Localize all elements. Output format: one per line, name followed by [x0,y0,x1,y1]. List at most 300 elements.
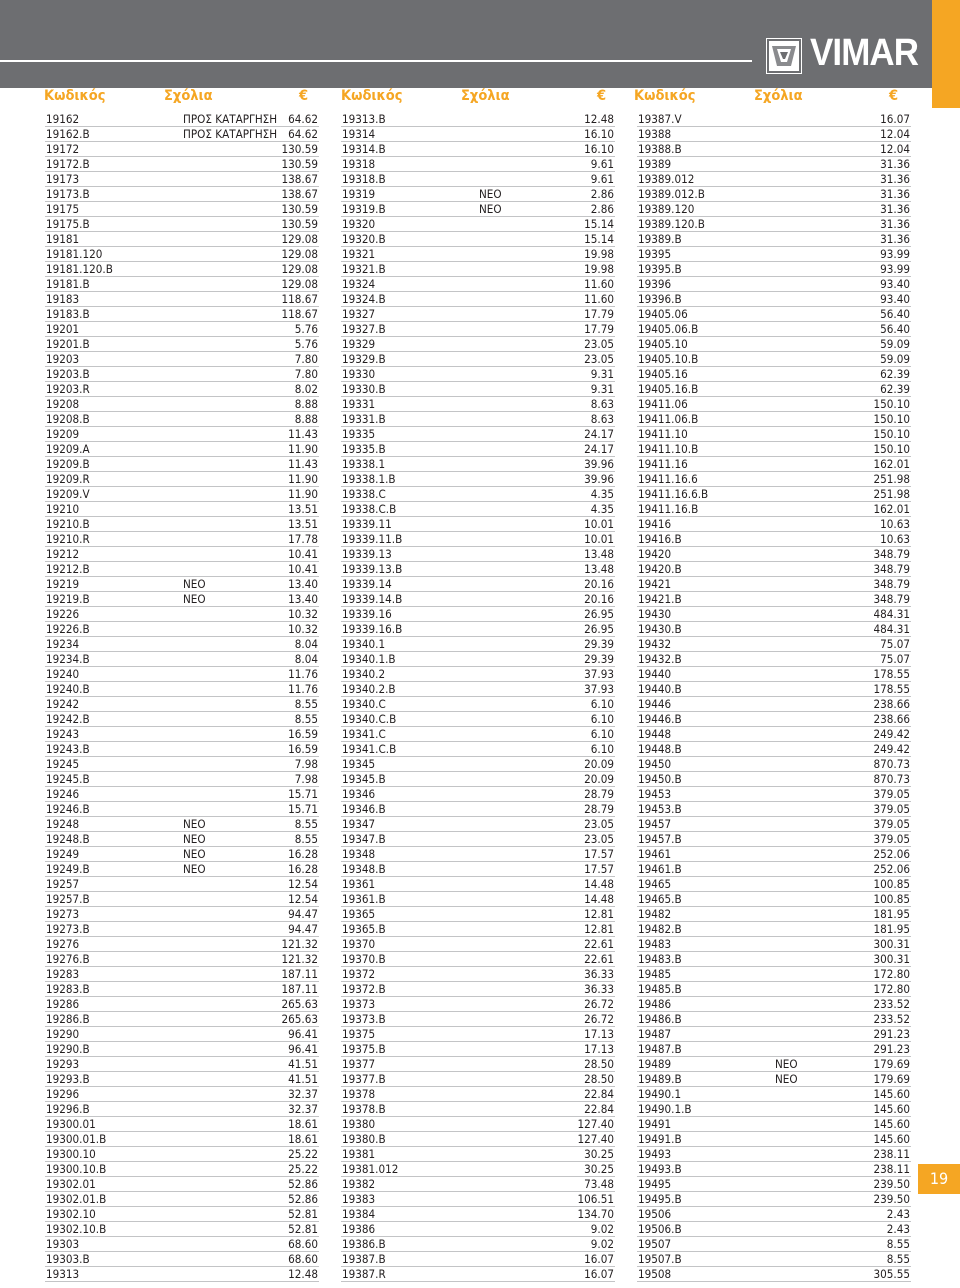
table-row [341,382,615,397]
table-row [637,697,911,712]
product-code: 19318 [342,157,376,171]
price-cell: 16.10 [584,142,614,156]
product-code: 19313 [46,1267,80,1281]
table-row [637,277,911,292]
product-code: 19212.B [46,562,90,576]
note-cell: ΝΕΟ [183,832,206,846]
table-row [341,472,615,487]
product-code: 19242 [46,697,80,711]
price-cell: 5.76 [294,337,318,351]
table-row [45,1102,319,1117]
page-number-tab: 19 [918,1164,960,1194]
price-cell: 19.98 [584,247,614,261]
table-row [637,622,911,637]
product-code: 19172.B [46,157,90,171]
price-cell: 16.07 [584,1267,614,1281]
product-code: 19240.B [46,682,90,696]
product-code: 19387.V [638,112,682,126]
price-cell: 20.16 [584,592,614,606]
table-row [45,652,319,667]
product-code: 19249 [46,847,80,861]
table-row [637,292,911,307]
product-code: 19457 [638,817,672,831]
table-row [637,952,911,967]
price-cell: 150.10 [873,427,910,441]
price-cell: 10.32 [288,622,318,636]
product-code: 19300.10 [46,1147,96,1161]
table-row [341,832,615,847]
price-cell: 870.73 [873,757,910,771]
table-row [341,247,615,262]
product-code: 19324.B [342,292,386,306]
table-row [45,202,319,217]
product-code: 19340.2.B [342,682,396,696]
table-row [637,1102,911,1117]
price-cell: 172.80 [873,967,910,981]
product-code: 19276.B [46,952,90,966]
product-code: 19340.C [342,697,386,711]
product-code: 19375 [342,1027,376,1041]
table-row [341,1087,615,1102]
price-cell: 10.01 [584,517,614,531]
product-code: 19181.120.B [46,262,113,276]
price-cell: 20.09 [584,772,614,786]
table-row [637,382,911,397]
table-row [45,247,319,262]
price-cell: 37.93 [584,682,614,696]
table-row [341,802,615,817]
table-row [341,622,615,637]
price-cell: 28.79 [584,802,614,816]
table-row [637,1177,911,1192]
table-row [45,307,319,322]
header-notes: Σχόλια [164,88,213,104]
price-cell: 29.39 [584,637,614,651]
price-cell: 249.42 [873,742,910,756]
product-code: 19209 [46,427,80,441]
table-row [637,1237,911,1252]
table-row [45,1252,319,1267]
note-cell: ΝΕΟ [183,577,206,591]
product-code: 19432.B [638,652,682,666]
table-row [45,397,319,412]
table-row [45,667,319,682]
table-row [637,592,911,607]
price-cell: 62.39 [880,367,910,381]
product-code: 19302.01 [46,1177,96,1191]
price-cell: 23.05 [584,352,614,366]
price-cell: 22.61 [584,952,614,966]
table-row [45,877,319,892]
table-row [341,697,615,712]
table-row [637,787,911,802]
table-row [341,592,615,607]
price-cell: 100.85 [873,877,910,891]
price-cell: 8.63 [590,412,614,426]
product-code: 19209.A [46,442,90,456]
price-cell: 11.76 [288,682,318,696]
table-row [45,937,319,952]
price-cell: 52.81 [288,1207,318,1221]
price-cell: 31.36 [880,187,910,201]
price-cell: 150.10 [873,397,910,411]
product-code: 19209.V [46,487,90,501]
table-row [341,892,615,907]
product-code: 19491 [638,1117,672,1131]
table-row [637,1222,911,1237]
price-cell: 6.10 [590,727,614,741]
price-cell: 56.40 [880,322,910,336]
price-cell: 130.59 [281,217,318,231]
price-cell: 12.81 [584,922,614,936]
product-code: 19173.B [46,187,90,201]
table-row [637,562,911,577]
table-row [637,667,911,682]
table-row [45,952,319,967]
price-cell: 6.10 [590,712,614,726]
product-code: 19389 [638,157,672,171]
price-cell: 23.05 [584,832,614,846]
price-cell: 12.48 [288,1267,318,1281]
product-code: 19321 [342,247,376,261]
price-cell: 291.23 [873,1042,910,1056]
product-code: 19175 [46,202,80,216]
product-code: 19234 [46,637,80,651]
product-code: 19162.B [46,127,90,141]
product-code: 19339.11 [342,517,392,531]
product-code: 19388 [638,127,672,141]
table-row [45,847,319,862]
price-cell: 2.43 [886,1222,910,1236]
price-cell: 138.67 [281,187,318,201]
product-code: 19257.B [46,892,90,906]
note-cell: ΝΕΟ [479,202,502,216]
product-code: 19405.16.B [638,382,699,396]
price-cell: 145.60 [873,1102,910,1116]
table-row [637,502,911,517]
table-row [45,1162,319,1177]
price-cell: 238.66 [873,697,910,711]
price-cell: 17.13 [584,1042,614,1056]
product-code: 19411.06 [638,397,688,411]
price-cell: 75.07 [880,652,910,666]
product-code: 19203.B [46,367,90,381]
price-cell: 348.79 [873,562,910,576]
table-row [341,877,615,892]
product-code: 19302.01.B [46,1192,107,1206]
price-cell: 187.11 [281,982,318,996]
table-row [341,577,615,592]
product-code: 19313.B [342,112,386,126]
price-cell: 484.31 [873,622,910,636]
product-code: 19411.10 [638,427,688,441]
price-cell: 238.11 [873,1162,910,1176]
product-code: 19338.1 [342,457,386,471]
table-row [341,127,615,142]
table-row [637,1207,911,1222]
table-row [637,202,911,217]
table-row [45,922,319,937]
table-row [45,277,319,292]
table-row [637,577,911,592]
table-row [637,757,911,772]
brand-logo: VIMAR [810,32,919,74]
price-cell: 39.96 [584,457,614,471]
price-cell: 11.43 [288,427,318,441]
price-cell: 129.08 [281,247,318,261]
table-row [341,1042,615,1057]
product-code: 19361.B [342,892,386,906]
table-row [45,562,319,577]
table-row [637,1267,911,1282]
price-cell: 18.61 [288,1132,318,1146]
price-cell: 379.05 [873,787,910,801]
table-row [637,112,911,127]
product-code: 19378.B [342,1102,386,1116]
price-cell: 96.41 [288,1042,318,1056]
price-cell: 348.79 [873,577,910,591]
table-row [45,1192,319,1207]
table-row [341,982,615,997]
product-code: 19487.B [638,1042,682,1056]
product-code: 19381.012 [342,1162,399,1176]
price-cell: 9.61 [590,157,614,171]
product-code: 19339.16 [342,607,392,621]
price-cell: 138.67 [281,172,318,186]
price-cell: 8.88 [294,397,318,411]
product-code: 19212 [46,547,80,561]
product-code: 19448.B [638,742,682,756]
table-row [637,1057,911,1072]
product-code: 19226 [46,607,80,621]
product-code: 19303.B [46,1252,90,1266]
product-code: 19490.1.B [638,1102,692,1116]
price-cell: 129.08 [281,277,318,291]
product-code: 19457.B [638,832,682,846]
table-row [341,1102,615,1117]
price-cell: 2.86 [590,202,614,216]
price-cell: 8.63 [590,397,614,411]
price-cell: 121.32 [281,937,318,951]
table-row [637,1147,911,1162]
price-cell: 7.98 [294,757,318,771]
table-row [45,967,319,982]
table-row [45,172,319,187]
table-row [341,322,615,337]
price-cell: 28.79 [584,787,614,801]
price-cell: 265.63 [281,1012,318,1026]
product-code: 19219 [46,577,80,591]
product-code: 19373 [342,997,376,1011]
product-code: 19181 [46,232,80,246]
product-code: 19490.1 [638,1087,682,1101]
table-row [341,367,615,382]
product-code: 19375.B [342,1042,386,1056]
table-row [637,682,911,697]
price-cell: 93.40 [880,277,910,291]
price-cell: 30.25 [584,1147,614,1161]
table-row [637,1132,911,1147]
product-code: 19486.B [638,1012,682,1026]
table-row [45,772,319,787]
note-cell: ΝΕΟ [775,1072,798,1086]
price-cell: 8.55 [294,697,318,711]
table-row [637,1087,911,1102]
price-cell: 24.17 [584,427,614,441]
price-cell: 4.35 [590,487,614,501]
table-row [45,262,319,277]
price-cell: 13.40 [288,592,318,606]
product-code: 19302.10.B [46,1222,107,1236]
product-code: 19339.11.B [342,532,403,546]
product-code: 19201.B [46,337,90,351]
product-code: 19387.R [342,1267,386,1281]
product-code: 19395 [638,247,672,261]
price-cell: 64.62 [288,112,318,126]
product-code: 19411.16.6.B [638,487,709,501]
product-code: 19320 [342,217,376,231]
table-row [341,712,615,727]
price-cell: 145.60 [873,1117,910,1131]
product-code: 19172 [46,142,80,156]
table-row [45,892,319,907]
table-row [45,412,319,427]
table-row [45,592,319,607]
table-row [45,112,319,127]
table-row [45,1072,319,1087]
note-cell: ΝΕΟ [183,862,206,876]
price-cell: 129.08 [281,262,318,276]
product-code: 19465 [638,877,672,891]
product-code: 19183 [46,292,80,306]
product-code: 19181.120 [46,247,103,261]
table-row [341,1267,615,1282]
product-code: 19293 [46,1057,80,1071]
product-code: 19405.10.B [638,352,699,366]
product-code: 19507 [638,1237,672,1251]
price-cell: 8.55 [294,817,318,831]
product-code: 19324 [342,277,376,291]
product-code: 19335 [342,427,376,441]
table-row [45,352,319,367]
product-code: 19386 [342,1222,376,1236]
product-code: 19416 [638,517,672,531]
table-row [45,1177,319,1192]
price-cell: 68.60 [288,1252,318,1266]
price-cell: 134.70 [577,1207,614,1221]
product-code: 19387.B [342,1252,386,1266]
product-code: 19493.B [638,1162,682,1176]
price-cell: 94.47 [288,922,318,936]
product-code: 19430 [638,607,672,621]
table-row [341,1237,615,1252]
product-code: 19300.10.B [46,1162,107,1176]
vimar-logo-icon [766,38,802,74]
table-row [45,367,319,382]
product-code: 19234.B [46,652,90,666]
price-cell: 62.39 [880,382,910,396]
table-row [637,412,911,427]
price-cell: 252.06 [873,862,910,876]
product-code: 19226.B [46,622,90,636]
product-code: 19290.B [46,1042,90,1056]
table-row [45,472,319,487]
product-code: 19173 [46,172,80,186]
product-code: 19340.2 [342,667,386,681]
table-row [637,1252,911,1267]
product-code: 19175.B [46,217,90,231]
table-row [637,352,911,367]
price-cell: 9.02 [590,1222,614,1236]
price-cell: 20.16 [584,577,614,591]
product-code: 19365.B [342,922,386,936]
price-cell: 16.28 [288,847,318,861]
product-code: 19405.06.B [638,322,699,336]
price-cell: 75.07 [880,637,910,651]
table-row [637,817,911,832]
product-code: 19300.01.B [46,1132,107,1146]
table-row [341,907,615,922]
product-code: 19181.B [46,277,90,291]
price-cell: 17.79 [584,322,614,336]
price-cell: 9.61 [590,172,614,186]
table-row [45,982,319,997]
table-row [341,637,615,652]
product-code: 19483 [638,937,672,951]
table-row [45,637,319,652]
product-code: 19411.10.B [638,442,699,456]
table-row [45,1267,319,1282]
price-cell: 73.48 [584,1177,614,1191]
header-code: Κωδικός [341,88,403,104]
table-row [45,1012,319,1027]
table-row [637,982,911,997]
price-cell: 251.98 [873,472,910,486]
product-code: 19340.1 [342,637,386,651]
table-row [341,532,615,547]
table-row [341,1177,615,1192]
price-cell: 484.31 [873,607,910,621]
product-code: 19389.B [638,232,682,246]
table-row [341,1192,615,1207]
table-row [637,1162,911,1177]
price-cell: 129.08 [281,232,318,246]
table-row [45,712,319,727]
product-code: 19319.B [342,202,386,216]
table-row [341,862,615,877]
product-code: 19396.B [638,292,682,306]
product-code: 19506.B [638,1222,682,1236]
product-code: 19411.06.B [638,412,699,426]
price-cell: 100.85 [873,892,910,906]
table-row [45,577,319,592]
product-code: 19242.B [46,712,90,726]
price-cell: 26.72 [584,1012,614,1026]
price-cell: 93.40 [880,292,910,306]
price-cell: 12.48 [584,112,614,126]
price-cell: 118.67 [281,307,318,321]
price-cell: 379.05 [873,832,910,846]
product-code: 19365 [342,907,376,921]
product-code: 19495 [638,1177,672,1191]
table-row [341,607,615,622]
table-row [637,1027,911,1042]
product-code: 19303 [46,1237,80,1251]
price-cell: 30.25 [584,1162,614,1176]
product-code: 19446 [638,697,672,711]
table-row [637,1192,911,1207]
table-row [45,442,319,457]
